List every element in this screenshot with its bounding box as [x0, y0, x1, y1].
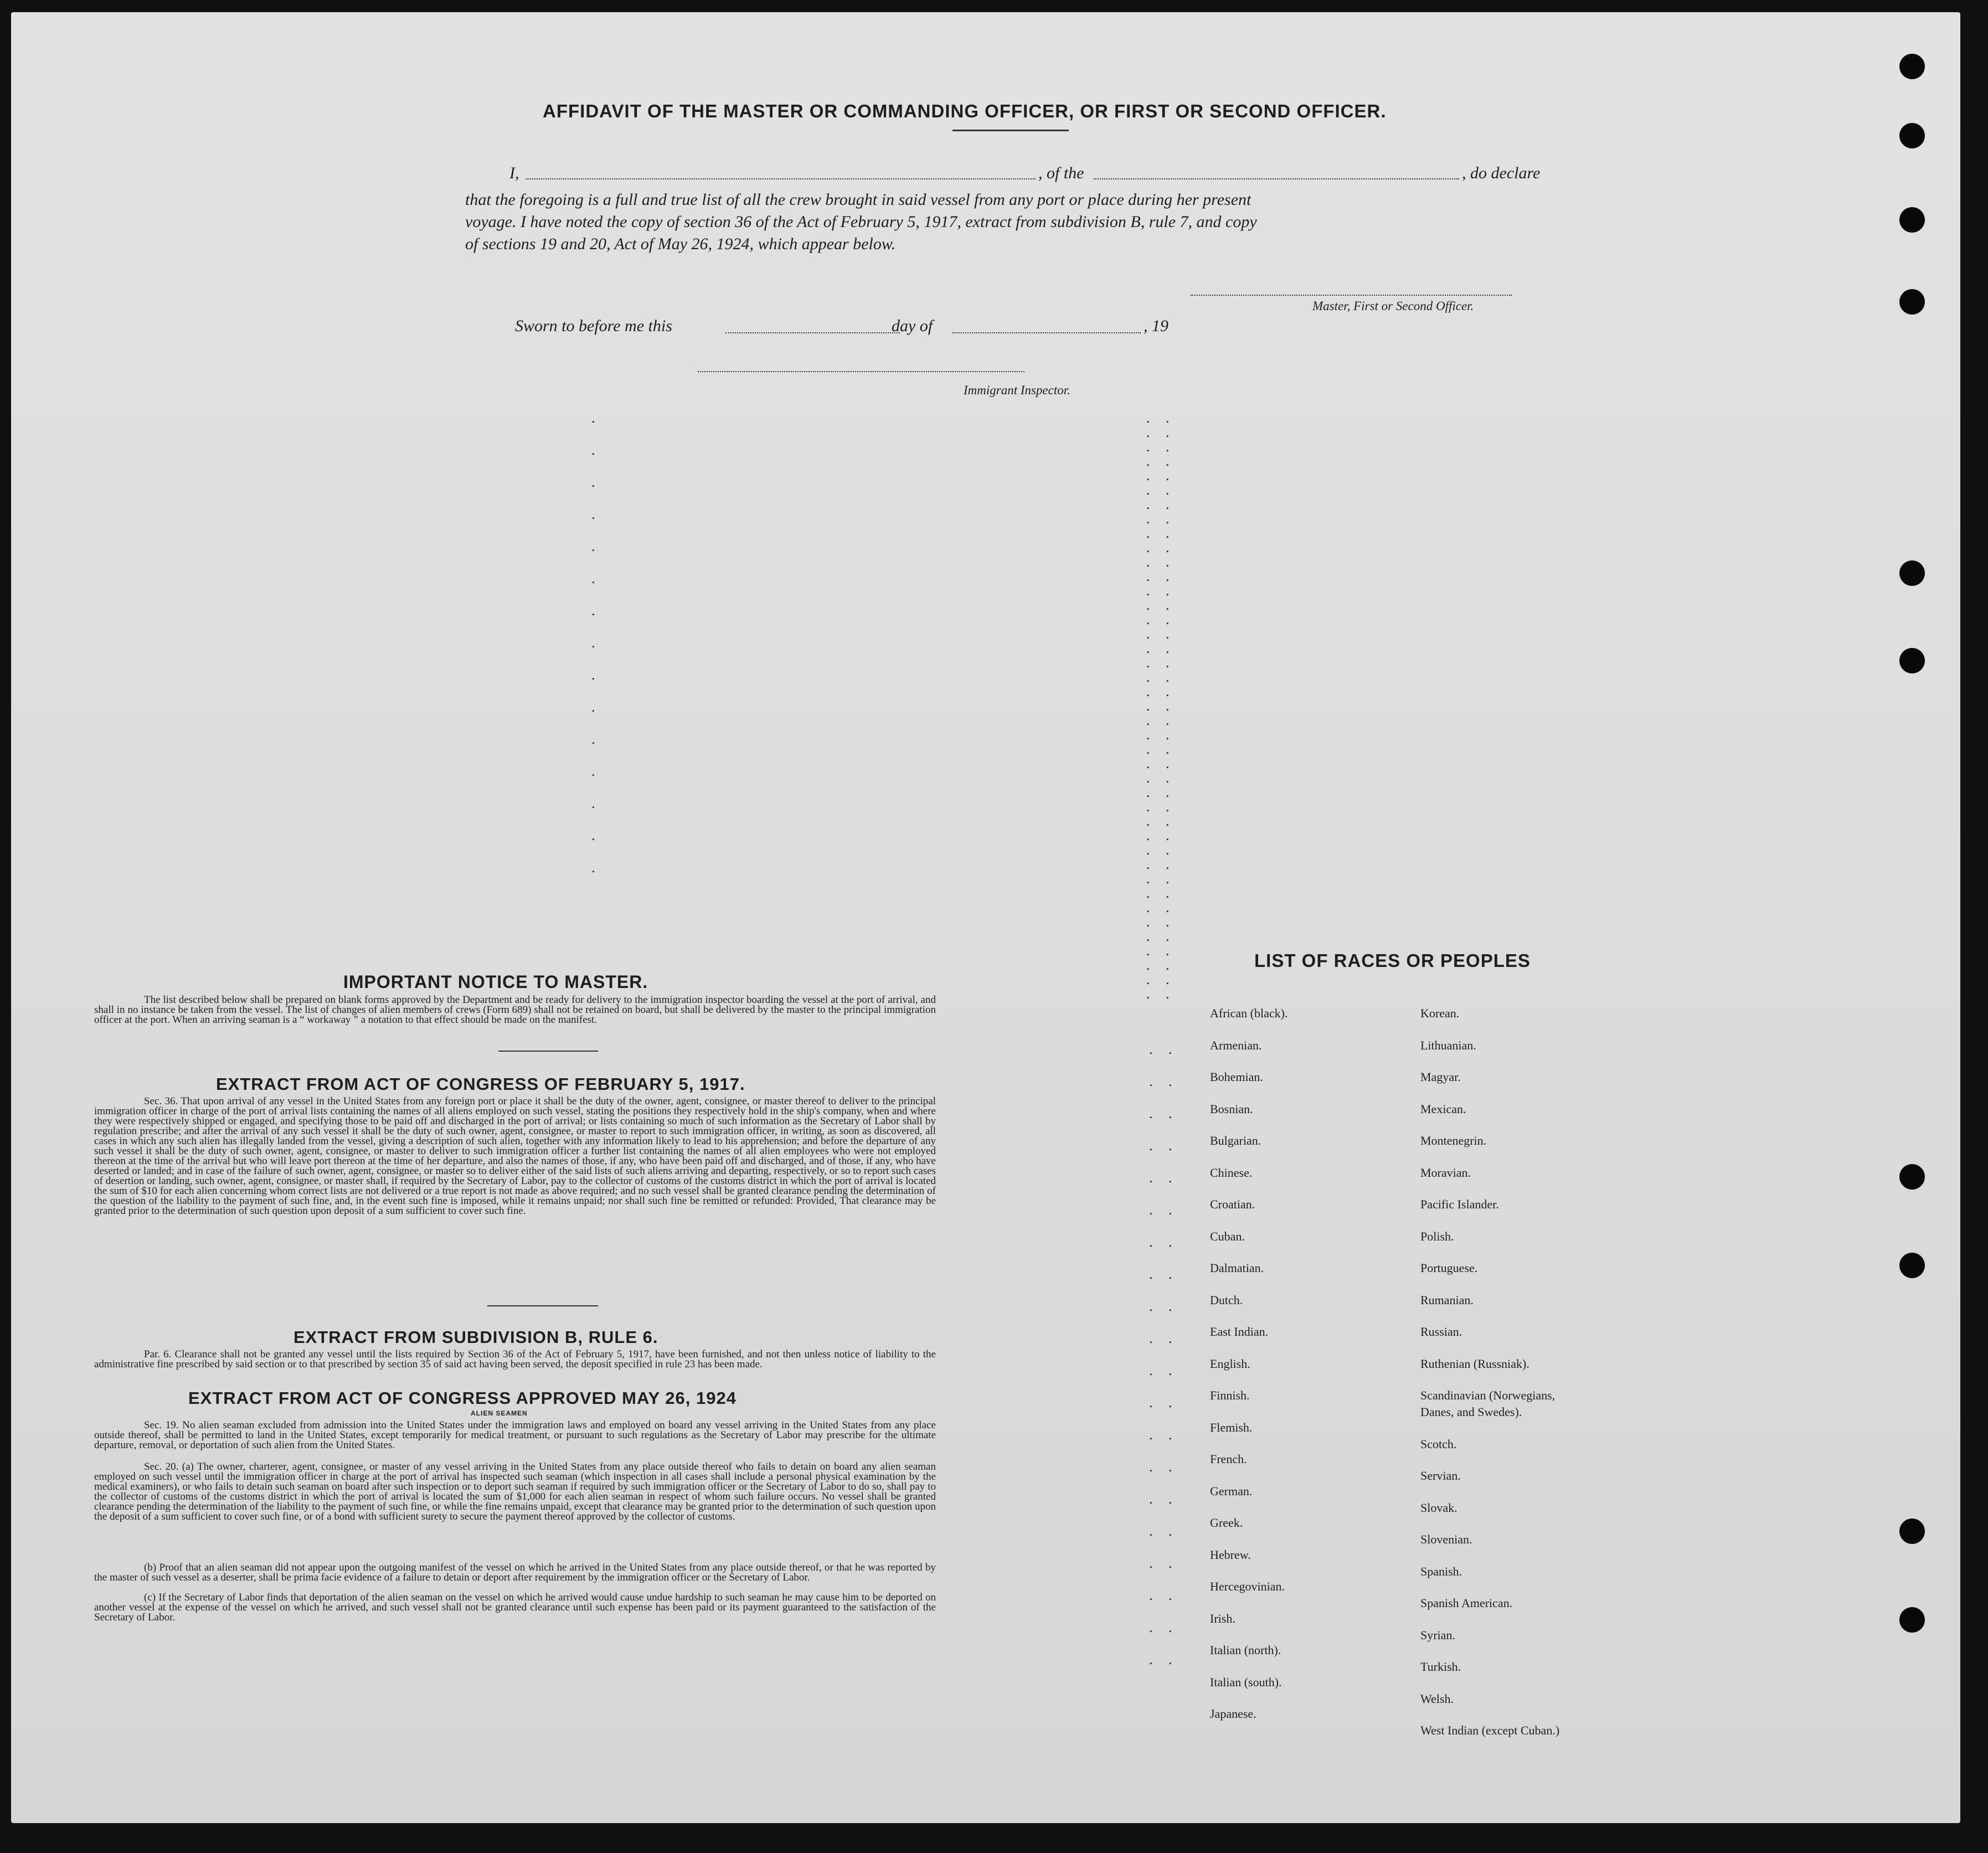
race-item: Bosnian. — [1210, 1101, 1253, 1116]
master-signature-blank[interactable] — [1191, 295, 1512, 296]
guide-dot: . — [1146, 583, 1150, 599]
race-item: Dutch. — [1210, 1293, 1243, 1307]
guide-dot: . — [1146, 554, 1150, 570]
race-item: Danes, and Swedes). — [1420, 1405, 1522, 1419]
sworn-label: Sworn to before me this — [515, 317, 672, 335]
guide-dot: . — [1146, 741, 1150, 757]
guide-dot: . — [1146, 439, 1150, 455]
notice-title: IMPORTANT NOTICE TO MASTER. — [343, 972, 648, 992]
guide-dot: . — [1166, 871, 1170, 887]
races-title: LIST OF RACES OR PEOPLES — [1254, 950, 1531, 971]
guide-dot: . — [1146, 424, 1150, 440]
guide-dot: . — [1146, 683, 1150, 699]
guide-dot: . — [1146, 755, 1150, 771]
guide-dot: . — [1166, 467, 1170, 483]
guide-dot: . — [1146, 539, 1150, 555]
guide-dot: . — [1168, 1266, 1172, 1282]
guide-dot: . — [1166, 597, 1170, 613]
extract-1924-sec20a: Sec. 20. (a) The owner, charterer, agent, consignee, or master of any vessel arriving in the United States from any place outside thereof who fails to detain on board any alien seaman employed on such vessel until the immigration officer in charge at the port of arrival has inspected such seaman (which inspection in all cases shall include a personal physical examination by the medical examiners), or who fails to detain such seaman on board after such inspection or to deport such seaman if required by such immigration officer or the Secretary of Labor to do so, shall pay to the collector of customs of the customs district in which the port of arrival is located the sum of $1,000 for each alien seaman in respect of whom such failure occurs. No vessel shall be granted clearance pending the determination of the liability to the payment of such fine, or while the fine remains unpaid, except that clearance may be granted prior to the determination of such question upon the deposit of a sum sufficient to cover such fine, or of a bond with sufficient surety to secure the payment thereof approved by the collector of customs. — [94, 1461, 936, 1522]
guide-dot: . — [1166, 453, 1170, 469]
guide-dot: . — [1166, 856, 1170, 872]
guide-dot: . — [1166, 626, 1170, 642]
guide-dot: . — [1166, 971, 1170, 987]
binder-hole-icon — [1899, 1519, 1925, 1544]
guide-dot: . — [1168, 1491, 1172, 1507]
guide-dot: . — [1146, 813, 1150, 829]
race-item: Lithuanian. — [1420, 1038, 1476, 1052]
guide-dot: . — [1166, 741, 1170, 757]
race-item: Bulgarian. — [1210, 1134, 1261, 1147]
guide-dot: . — [1166, 986, 1170, 1002]
affidavit-line3: voyage. I have noted the copy of section 36 of the Act of February 5, 1917, extract from subdivision B, rule 7, and copy — [465, 213, 1257, 231]
race-item: Flemish. — [1210, 1420, 1253, 1434]
guide-dot: . — [591, 474, 595, 490]
guide-dot: . — [1146, 525, 1150, 541]
extract-1924-subtitle: ALIEN SEAMEN — [471, 1409, 528, 1417]
binder-hole-icon — [1899, 1253, 1925, 1278]
guide-dot: . — [1166, 568, 1170, 584]
guide-dot: . — [1149, 1298, 1153, 1314]
guide-dot: . — [1149, 1202, 1153, 1218]
binder-hole-icon — [1899, 1164, 1925, 1190]
guide-dot: . — [1166, 482, 1170, 498]
guide-dot: . — [1166, 885, 1170, 901]
guide-dot: . — [1168, 1362, 1172, 1378]
guide-dot: . — [1166, 755, 1170, 771]
guide-dot: . — [1146, 482, 1150, 498]
guide-dot: . — [1166, 813, 1170, 829]
guide-dot: . — [1168, 1651, 1172, 1667]
race-item: Turkish. — [1420, 1660, 1461, 1674]
race-item: French. — [1210, 1452, 1247, 1466]
guide-dot: . — [1166, 943, 1170, 959]
guide-dot: . — [591, 763, 595, 779]
guide-dot: . — [1146, 655, 1150, 671]
extract-rule6-text: Par. 6. Clearance shall not be granted any vessel until the lists required by Section 36 of the Act of February 5, 1917, have been furnished, and not then unless notice of liability to the administrative fine prescribed by said section or to that prescribed by section 35 of said act having been served, the deposit specified in rule 23 has been made. — [94, 1348, 936, 1370]
guide-dot: . — [1146, 669, 1150, 685]
guide-dot: . — [1166, 770, 1170, 786]
affidavit-line4: of sections 19 and 20, Act of May 26, 1924, which appear below. — [465, 235, 896, 253]
race-item: Cuban. — [1210, 1229, 1245, 1243]
guide-dot: . — [1166, 914, 1170, 930]
binder-hole-icon — [1899, 54, 1925, 79]
race-item: Spanish. — [1420, 1564, 1462, 1578]
extract-1924-sec20b: (b) Proof that an alien seaman did not appear upon the outgoing manifest of the vessel on which he arrived in the United States from any place outside thereof, or that he was reported by the master of such vessel as a deserter, shall be prima facie evidence of a failure to detain or deport after requirement by the immigration officer or the Secretary of Labor. — [94, 1562, 936, 1583]
guide-dot: . — [1166, 554, 1170, 570]
guide-dot: . — [1166, 511, 1170, 527]
guide-dot: . — [1146, 511, 1150, 527]
binder-hole-icon — [1899, 289, 1925, 315]
guide-dot: . — [1166, 439, 1170, 455]
race-item: Polish. — [1420, 1229, 1454, 1243]
guide-dot: . — [1146, 914, 1150, 930]
extract-1924-title: EXTRACT FROM ACT OF CONGRESS APPROVED MAY 26, 1924 — [188, 1388, 737, 1408]
name-blank[interactable] — [526, 178, 1036, 179]
race-item: Dalmatian. — [1210, 1261, 1264, 1275]
guide-dot: . — [1146, 971, 1150, 987]
vessel-blank[interactable] — [1094, 178, 1459, 179]
race-item: Syrian. — [1420, 1628, 1455, 1642]
divider — [498, 1051, 598, 1052]
binder-hole-icon — [1899, 560, 1925, 586]
guide-dot: . — [1149, 1266, 1153, 1282]
guide-dot: . — [1166, 640, 1170, 656]
guide-dot: . — [1146, 885, 1150, 901]
guide-dot: . — [1168, 1202, 1172, 1218]
race-item: Welsh. — [1420, 1691, 1454, 1706]
guide-dot: . — [1146, 626, 1150, 642]
race-item: Slovak. — [1420, 1500, 1457, 1515]
document-page — [11, 12, 1960, 1823]
guide-dot: . — [1149, 1523, 1153, 1539]
race-item: Scandinavian (Norwegians, — [1420, 1388, 1556, 1402]
guide-dot: . — [1146, 467, 1150, 483]
guide-dot: . — [1146, 928, 1150, 944]
guide-dot: . — [591, 506, 595, 522]
guide-dot: . — [1166, 655, 1170, 671]
guide-dot: . — [1149, 1394, 1153, 1411]
extract-rule6-title: EXTRACT FROM SUBDIVISION B, RULE 6. — [293, 1327, 658, 1347]
guide-dot: . — [1168, 1137, 1172, 1154]
guide-dot: . — [1166, 539, 1170, 555]
guide-dot: . — [1146, 899, 1150, 915]
guide-dot: . — [1146, 986, 1150, 1002]
race-item: German. — [1210, 1484, 1253, 1498]
guide-dot: . — [1146, 568, 1150, 584]
race-item: Pacific Islander. — [1420, 1197, 1499, 1211]
race-item: Montenegrin. — [1420, 1134, 1487, 1147]
guide-dot: . — [1146, 712, 1150, 728]
guide-dot: . — [1166, 669, 1170, 685]
guide-dot: . — [1146, 496, 1150, 512]
race-item: Spanish American. — [1420, 1596, 1513, 1610]
guide-dot: . — [1166, 799, 1170, 815]
race-item: Scotch. — [1420, 1437, 1457, 1451]
guide-dot: . — [1146, 784, 1150, 800]
guide-dot: . — [591, 699, 595, 715]
binder-hole-icon — [1899, 648, 1925, 673]
guide-dot: . — [1166, 827, 1170, 843]
guide-dot: . — [1146, 799, 1150, 815]
sworn-day-blank[interactable] — [725, 332, 900, 333]
guide-dot: . — [1149, 1041, 1153, 1057]
race-item: Greek. — [1210, 1516, 1243, 1530]
inspector-signature-blank[interactable] — [698, 371, 1024, 372]
race-item: West Indian (except Cuban.) — [1420, 1723, 1560, 1737]
affidavit-line2: that the foregoing is a full and true list of all the crew brought in said vessel from any port or place during her present — [465, 191, 1251, 209]
race-item: Finnish. — [1210, 1388, 1250, 1402]
guide-dot: . — [1166, 496, 1170, 512]
guide-dot: . — [1166, 712, 1170, 728]
binder-hole-icon — [1899, 123, 1925, 148]
sworn-month-blank[interactable] — [952, 332, 1141, 333]
race-item: Irish. — [1210, 1611, 1235, 1625]
race-item: Mexican. — [1420, 1101, 1466, 1116]
race-item: Rumanian. — [1420, 1293, 1474, 1307]
guide-dot: . — [1166, 683, 1170, 699]
guide-dot: . — [1166, 410, 1170, 426]
affidavit-of-the: , of the — [1038, 164, 1084, 182]
race-item: Russian. — [1420, 1325, 1462, 1339]
guide-dot: . — [1168, 1170, 1172, 1186]
race-item: Ruthenian (Russniak). — [1420, 1356, 1529, 1371]
guide-dot: . — [1146, 727, 1150, 743]
guide-dot: . — [1146, 856, 1150, 872]
race-item: Moravian. — [1420, 1165, 1471, 1180]
guide-dot: . — [1168, 1459, 1172, 1475]
race-item: Bohemian. — [1210, 1070, 1263, 1084]
guide-dot: . — [1146, 842, 1150, 858]
guide-dot: . — [1168, 1523, 1172, 1539]
affidavit-title: AFFIDAVIT OF THE MASTER OR COMMANDING OFFICER, OR FIRST OR SECOND OFFICER. — [543, 101, 1387, 121]
divider — [487, 1305, 598, 1306]
guide-dot: . — [1149, 1619, 1153, 1635]
affidavit-i: I, — [509, 164, 519, 182]
guide-dot: . — [1149, 1105, 1153, 1121]
guide-dot: . — [1166, 928, 1170, 944]
guide-dot: . — [1149, 1491, 1153, 1507]
guide-dot: . — [1146, 453, 1150, 469]
race-item: Chinese. — [1210, 1165, 1253, 1180]
master-label: Master, First or Second Officer. — [1312, 299, 1474, 313]
divider — [952, 130, 1069, 131]
guide-dot: . — [591, 538, 595, 554]
guide-dot: . — [591, 410, 595, 426]
binder-hole-icon — [1899, 1607, 1925, 1633]
race-item: Slovenian. — [1420, 1532, 1472, 1546]
affidavit-declare: , do declare — [1462, 164, 1541, 182]
guide-dot: . — [1168, 1041, 1172, 1057]
guide-dot: . — [1146, 611, 1150, 627]
guide-dot: . — [1149, 1137, 1153, 1154]
guide-dot: . — [1168, 1234, 1172, 1250]
guide-dot: . — [1166, 525, 1170, 541]
extract-1924-sec19: Sec. 19. No alien seaman excluded from admission into the United States under the immigration laws and employed on board any vessel arriving in the United States from any place outside thereof, shall be permitted to land in the United States, except temporarily for medical treatment, or pursuant to such regulations as the Secretary of Labor may prescribe for the ultimate departure, removal, or deportation of such alien from the United States. — [94, 1419, 936, 1451]
race-item: Armenian. — [1210, 1038, 1262, 1052]
race-item: English. — [1210, 1356, 1250, 1371]
guide-dot: . — [591, 442, 595, 458]
guide-dot: . — [1168, 1105, 1172, 1121]
guide-dot: . — [1149, 1234, 1153, 1250]
guide-dot: . — [1166, 583, 1170, 599]
guide-dot: . — [591, 635, 595, 651]
guide-dot: . — [1166, 698, 1170, 714]
extract-1924-sec20c: (c) If the Secretary of Labor finds that deportation of the alien seaman on the vessel on which he arrived would cause undue hardship to such seaman he may cause him to be deported on another vessel at the expense of the vessel on which he arrived, and such vessel shall not be granted clearance until such expense has been paid or its payment guaranteed to the satisfaction of the Secretary of Labor. — [94, 1592, 936, 1623]
guide-dot: . — [1146, 957, 1150, 973]
day-of-label: day of — [892, 317, 933, 335]
guide-dot: . — [1146, 770, 1150, 786]
year-label: , 19 — [1144, 317, 1168, 335]
guide-dot: . — [1168, 1427, 1172, 1443]
guide-dot: . — [591, 667, 595, 683]
guide-dot: . — [1168, 1555, 1172, 1571]
guide-dot: . — [591, 827, 595, 843]
guide-dot: . — [1149, 1587, 1153, 1603]
guide-dot: . — [1166, 424, 1170, 440]
guide-dot: . — [1166, 727, 1170, 743]
guide-dot: . — [1168, 1330, 1172, 1346]
race-item: African (black). — [1210, 1006, 1288, 1020]
guide-dot: . — [1149, 1330, 1153, 1346]
guide-dot: . — [1146, 410, 1150, 426]
race-item: Italian (south). — [1210, 1675, 1282, 1689]
guide-dot: . — [1166, 611, 1170, 627]
binder-hole-icon — [1899, 207, 1925, 233]
race-item: Magyar. — [1420, 1070, 1461, 1084]
race-item: Korean. — [1420, 1006, 1460, 1020]
guide-dot: . — [591, 859, 595, 876]
race-item: Portuguese. — [1420, 1261, 1478, 1275]
guide-dot: . — [1149, 1651, 1153, 1667]
guide-dot: . — [1168, 1619, 1172, 1635]
race-item: Hebrew. — [1210, 1547, 1251, 1562]
extract-1917-title: EXTRACT FROM ACT OF CONGRESS OF FEBRUARY 5, 1917. — [216, 1074, 745, 1094]
guide-dot: . — [1168, 1298, 1172, 1314]
guide-dot: . — [1149, 1362, 1153, 1378]
guide-dot: . — [1146, 640, 1150, 656]
guide-dot: . — [1168, 1394, 1172, 1411]
race-item: Italian (north). — [1210, 1643, 1281, 1657]
guide-dot: . — [1146, 698, 1150, 714]
race-item: Croatian. — [1210, 1197, 1255, 1211]
extract-1917-text: Sec. 36. That upon arrival of any vessel in the United States from any foreign port or place it shall be the duty of the owner, agent, consignee, or master thereof to deliver to the principal immigration officer in charge of the port of arrival lists containing the names of all aliens employed on such vessel, stating the positions they respectively hold in the ship's company, when and where they were respectively shipped or engaged, and specifying those to be paid off and discharged in the port of arrival; or lists containing so much of such information as the Secretary of Labor shall by regulation prescribe; and after the arrival of any such vessel it shall be the duty of such owner, agent, consignee, or master to report to such immigration officer, in writing, as soon as discovered, all cases in which any such alien has illegally landed from the vessel, giving a description of such alien, together with any information likely to lead to his apprehension; and before the departure of any such vessel it shall be the duty of such owner, agent, consignee, or master to deliver to such immigration officer a further list containing the names of all alien employees who were not employed thereon at the time of the arrival but who will leave port thereon at the time of her departure, and also the names of those, if any, who have been paid off and discharged, and of those, if any, who have deserted or landed; and in case of the failure of such owner, agent, consignee, or master so to deliver either of the said lists of such aliens arriving and departing, respectively, or so to report such cases of desertion or landing, such owner, agent, consignee, or master shall, if required by the Secretary of Labor, pay to the collector of customs of the customs district in which the port of arrival is located the sum of $10 for each alien concerning whom correct lists are not delivered or a true report is not made as above required; and no such vessel shall be granted clearance pending the determination of the question of the liability to the payment of such fine, and, in the event such fine is imposed, while it remains unpaid; nor shall such fine be remitted or refunded: Provided, That clearance may be granted prior to the determination of such question upon deposit of a sum sufficient to cover such fine. — [94, 1095, 936, 1217]
guide-dot: . — [591, 603, 595, 619]
guide-dot: . — [1146, 827, 1150, 843]
race-item: Hercegovinian. — [1210, 1579, 1285, 1593]
guide-dot: . — [1168, 1073, 1172, 1089]
guide-dot: . — [1146, 871, 1150, 887]
guide-dot: . — [1149, 1427, 1153, 1443]
guide-dot: . — [1149, 1073, 1153, 1089]
guide-dot: . — [1166, 842, 1170, 858]
guide-dot: . — [1168, 1587, 1172, 1603]
guide-dot: . — [1166, 784, 1170, 800]
guide-dot: . — [1166, 957, 1170, 973]
notice-text: The list described below shall be prepared on blank forms approved by the Department and be ready for delivery to the immigration inspector boarding the vessel at the port of arrival, and shall in no instance be taken from the vessel. The list of changes of alien members of crews (Form 689) shall not be retained on board, but shall be delivered by the master to the principal immigration officer at the port. When an arriving seaman is a “ workaway ” a notation to that effect should be made on the manifest. — [94, 994, 936, 1026]
inspector-label: Immigrant Inspector. — [964, 383, 1070, 397]
guide-dot: . — [591, 570, 595, 586]
guide-dot: . — [1149, 1555, 1153, 1571]
guide-dot: . — [591, 731, 595, 747]
race-item: East Indian. — [1210, 1325, 1269, 1339]
guide-dot: . — [1166, 899, 1170, 915]
guide-dot: . — [1149, 1459, 1153, 1475]
guide-dot: . — [1146, 597, 1150, 613]
guide-dot: . — [591, 795, 595, 811]
race-item: Japanese. — [1210, 1707, 1256, 1721]
guide-dot: . — [1146, 943, 1150, 959]
race-item: Servian. — [1420, 1469, 1461, 1483]
guide-dot: . — [1149, 1170, 1153, 1186]
